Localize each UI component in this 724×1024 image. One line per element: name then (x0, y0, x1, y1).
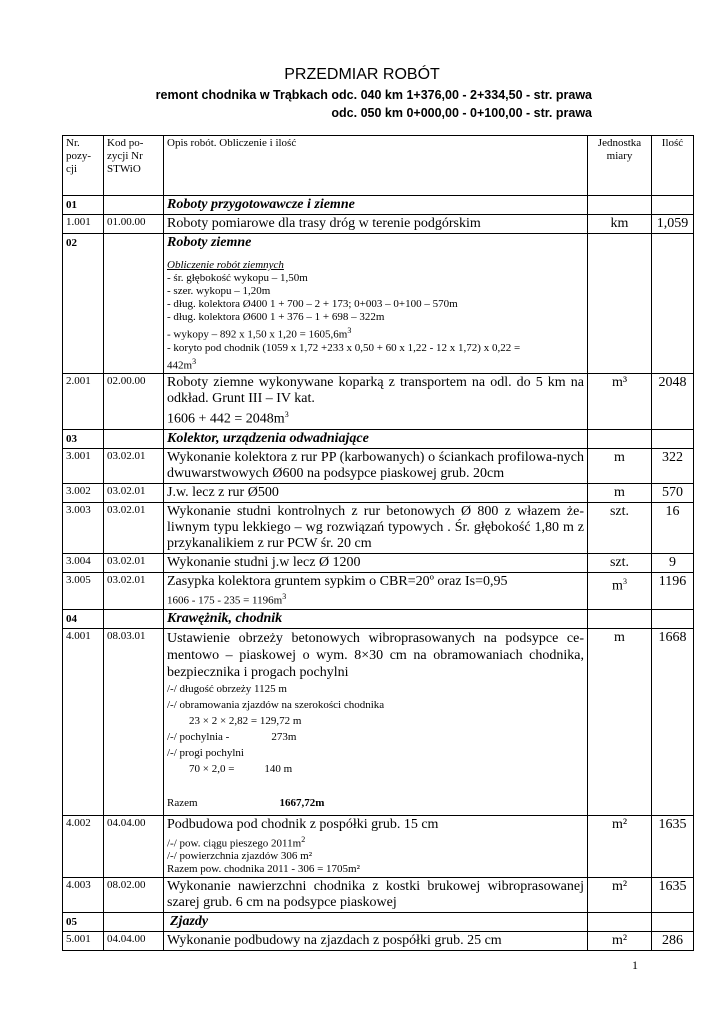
position-number: 3.005 (63, 572, 104, 609)
document-subtitle-2: odc. 050 km 0+000,00 - 0+100,00 - str. prawa (331, 106, 592, 120)
section-number: 01 (63, 196, 104, 215)
position-code: 02.00.00 (104, 374, 164, 430)
description-text: Ustawienie obrzeży betonowych wibroprasowanych na podsypce ce-mentowo – piaskowej o wym. 8×30 cm na obramowaniach chodnika, bezpiecznika i progach pochylni (167, 630, 584, 680)
table-row (63, 374, 694, 430)
calc-line: /-/ progi pochylni (167, 746, 244, 759)
position-description: Wykonanie studni j.w lecz Ø 1200 (164, 553, 588, 572)
document-title: PRZEDMIAR ROBÓT (284, 66, 440, 83)
table-row (63, 572, 694, 609)
section-number: 02 (63, 234, 104, 374)
calc-line: - koryto pod chodnik (1059 x 1,72 +233 x 0,50 + 60 x 1,22 - 12 x 1,72) x 0,22 = (167, 341, 521, 354)
calc-block (167, 681, 584, 811)
position-number: 2.001 (63, 374, 104, 430)
position-quantity: 9 (652, 553, 694, 572)
section-number: 04 (63, 609, 104, 628)
empty-cell (652, 913, 694, 932)
position-unit: m² (588, 815, 652, 878)
empty-cell (104, 234, 164, 374)
position-number: 3.003 (63, 502, 104, 553)
section-title: Roboty przygotowawcze i ziemne (164, 196, 588, 215)
superscript: 3 (284, 410, 289, 420)
calc-line: 23 × 2 × 2,82 = 129,72 m (189, 714, 302, 727)
table-row (63, 502, 694, 553)
position-number: 3.001 (63, 448, 104, 483)
calc-line (167, 729, 584, 745)
section-number: 03 (63, 429, 104, 448)
table-row (63, 878, 694, 913)
superscript: 3 (192, 356, 197, 366)
position-code: 08.03.01 (104, 628, 164, 815)
calc-label: Obliczenie robót ziemnych (167, 259, 284, 271)
empty-cell (588, 913, 652, 932)
unit-text: m (612, 578, 623, 594)
position-code: 08.02.00 (104, 878, 164, 913)
position-quantity: 1635 (652, 815, 694, 878)
position-description (164, 572, 588, 609)
position-unit: km (588, 215, 652, 234)
header-nr: Nr. pozy-cji (63, 136, 104, 196)
calc-line-value: 273m (271, 730, 297, 743)
section-number: 05 (63, 913, 104, 932)
calc-line: /-/ powierzchnia zjazdów 306 m² (167, 850, 313, 863)
empty-cell (652, 196, 694, 215)
empty-cell (104, 609, 164, 628)
position-quantity: 1668 (652, 628, 694, 815)
position-description: Wykonanie podbudowy na zjazdach z pospółki grub. 25 cm (164, 932, 588, 951)
position-code: 03.02.01 (104, 572, 164, 609)
section-row (63, 196, 694, 215)
position-code: 01.00.00 (104, 215, 164, 234)
empty-cell (652, 609, 694, 628)
header-opis: Opis robót. Obliczenie i ilość (164, 136, 588, 196)
calc-total (167, 795, 584, 811)
calc-line-value: 140 m (264, 762, 293, 775)
table-row (63, 483, 694, 502)
section-title: Roboty ziemne (167, 235, 252, 250)
position-code: 03.02.01 (104, 448, 164, 483)
description-text: Zasypka kolektora gruntem sypkim o CBR=20º oraz Is=0,95 (167, 573, 508, 589)
calc-line: - szer. wykopu – 1,20m (167, 285, 271, 297)
empty-cell (652, 429, 694, 448)
position-unit: m² (588, 878, 652, 913)
position-quantity: 16 (652, 502, 694, 553)
calc-block (167, 833, 584, 877)
superscript: 3 (347, 326, 352, 335)
superscript: 3 (622, 576, 627, 586)
document-subtitle-1: remont chodnika w Trąbkach odc. 040 km 1+376,00 - 2+334,50 - str. prawa (155, 88, 592, 102)
position-number: 3.002 (63, 483, 104, 502)
position-code: 04.04.00 (104, 932, 164, 951)
table-row (63, 215, 694, 234)
calc-line (167, 761, 584, 777)
calc-line-label: 70 × 2,0 = (189, 762, 235, 775)
position-quantity: 2048 (652, 374, 694, 430)
position-number: 5.001 (63, 932, 104, 951)
empty-cell (588, 429, 652, 448)
position-code: 03.02.01 (104, 502, 164, 553)
empty-cell (104, 196, 164, 215)
description-calc (167, 590, 584, 608)
position-quantity: 1635 (652, 878, 694, 913)
position-description: Wykonanie kolektora z rur PP (karbowanych) o ściankach profilowa-nych dwuwarstwowych Ø600 na podsypce piaskowej grub. 20cm (164, 448, 588, 483)
position-unit: m² (588, 932, 652, 951)
section-row (63, 429, 694, 448)
section-row (63, 234, 694, 374)
position-number: 4.003 (63, 878, 104, 913)
position-description: Wykonanie nawierzchni chodnika z kostki brukowej wibroprasowanej szarej grub. 6 cm na podsypce piaskowej (164, 878, 588, 913)
header-kod: Kod po-zycji Nr STWiO (104, 136, 164, 196)
table-row (63, 553, 694, 572)
calc-line: /-/ obramowania zjazdów na szerokości chodnika (167, 698, 385, 711)
calc-line: - dług. kolektora Ø400 1 + 700 – 2 + 173; 0+003 – 0+100 – 570m (167, 298, 458, 310)
superscript: 2 (301, 834, 306, 844)
position-quantity: 1196 (652, 572, 694, 609)
section-calc-cell (164, 234, 588, 374)
table-row (63, 815, 694, 878)
position-description (164, 628, 588, 815)
calc-line: /-/ długość obrzeży 1125 m (167, 682, 287, 695)
position-unit: m (588, 448, 652, 483)
calc-line-text: - wykopy – 892 x 1,50 x 1,20 = 1605,6m (167, 328, 348, 341)
position-unit (588, 572, 652, 609)
section-title: Zjazdy (164, 913, 588, 932)
total-label: Razem (167, 796, 198, 809)
calc-line-label: /-/ pochylnia - (167, 730, 230, 743)
position-code: 03.02.01 (104, 483, 164, 502)
position-description (164, 374, 588, 430)
position-description: Roboty pomiarowe dla trasy dróg w terenie podgórskim (164, 215, 588, 234)
position-unit: m (588, 628, 652, 815)
description-text: Podbudowa pod chodnik z pospółki grub. 15 cm (167, 816, 439, 832)
header-ilosc: Ilość (652, 136, 694, 196)
calc-text: 1606 + 442 = 2048m (167, 411, 285, 427)
position-code: 04.04.00 (104, 815, 164, 878)
calc-line-with-sup (167, 355, 584, 373)
calc-line: Razem pow. chodnika 2011 - 306 = 1705m² (167, 863, 360, 876)
table-header-row (63, 136, 694, 196)
position-unit: m³ (588, 374, 652, 430)
position-description (164, 815, 588, 878)
position-unit: szt. (588, 502, 652, 553)
table-row (63, 932, 694, 951)
calc-line (167, 833, 584, 851)
bill-of-quantities-table (62, 135, 694, 951)
empty-cell (104, 429, 164, 448)
calc-line: - dług. kolektora Ø600 1 + 376 – 1 + 698 – 322m (167, 311, 385, 323)
empty-cell (652, 234, 694, 374)
page-number: 1 (632, 958, 638, 972)
section-row (63, 913, 694, 932)
empty-cell (588, 196, 652, 215)
position-number: 4.002 (63, 815, 104, 878)
position-number: 1.001 (63, 215, 104, 234)
description-calc (167, 407, 584, 428)
calc-line-text: /-/ pow. ciągu pieszego 2011m (167, 837, 302, 850)
position-number: 4.001 (63, 628, 104, 815)
position-description: Wykonanie studni kontrolnych z rur betonowych Ø 800 z włazem że-liwnym typu lekkiego – wg rozwiązań typowych . Śr. głębokość 1,80 m z przykanalikiem z rur PCW śr. 20 cm (164, 502, 588, 553)
table-row (63, 628, 694, 815)
empty-cell (588, 234, 652, 374)
position-unit: szt. (588, 553, 652, 572)
calc-line: - śr. głębokość wykopu – 1,50m (167, 272, 308, 284)
header-jednostka: Jednostka miary (588, 136, 652, 196)
position-quantity: 286 (652, 932, 694, 951)
position-description: J.w. lecz z rur Ø500 (164, 483, 588, 502)
description-text: Roboty ziemne wykonywane koparką z transportem na odl. do 5 km na odkład. Grunt III – IV kat. (167, 375, 584, 407)
table-row (63, 448, 694, 483)
section-row (63, 609, 694, 628)
position-quantity: 570 (652, 483, 694, 502)
total-value: 1667,72m (279, 796, 325, 809)
empty-cell (104, 913, 164, 932)
calc-text: 1606 - 175 - 235 = 1196m (167, 594, 283, 607)
superscript: 3 (282, 591, 287, 601)
section-title: Krawężnik, chodnik (164, 609, 588, 628)
position-number: 3.004 (63, 553, 104, 572)
position-quantity: 1,059 (652, 215, 694, 234)
position-code: 03.02.01 (104, 553, 164, 572)
position-quantity: 322 (652, 448, 694, 483)
empty-cell (588, 609, 652, 628)
position-unit: m (588, 483, 652, 502)
calc-line-with-sup (167, 324, 584, 342)
calc-line-text: 442m (167, 359, 193, 372)
section-title: Kolektor, urządzenia odwadniające (164, 429, 588, 448)
